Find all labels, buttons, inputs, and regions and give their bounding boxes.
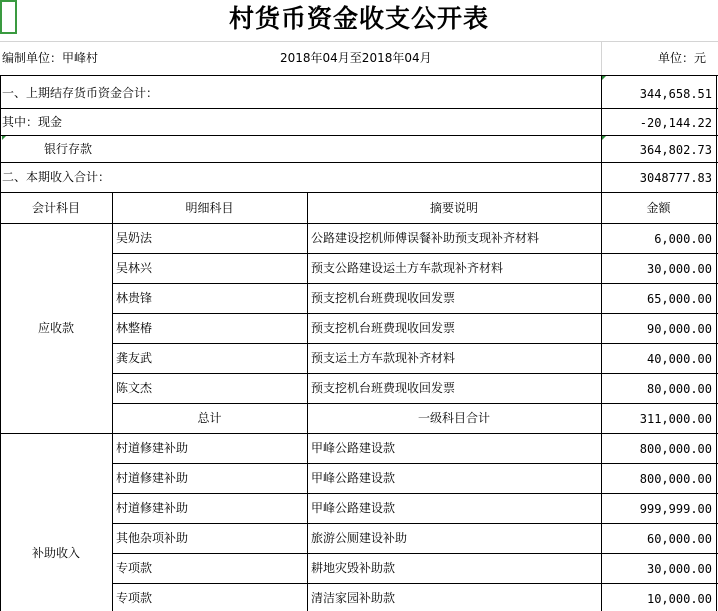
- row-divider: [112, 463, 718, 464]
- amount-cell: 80,000.00: [646, 382, 712, 396]
- cell-marker: [602, 136, 606, 140]
- gridline: [601, 41, 602, 75]
- summary-value: -20,144.22: [639, 116, 712, 130]
- row-divider: [0, 162, 718, 163]
- column-header-amount: 金额: [646, 201, 671, 215]
- detail-cell: 吴奶法: [116, 231, 153, 245]
- description-cell: 甲峰公路建设款: [311, 471, 396, 485]
- col-divider: [112, 192, 113, 611]
- detail-cell: 专项款: [116, 561, 153, 575]
- detail-cell: 专项款: [116, 591, 153, 605]
- row-divider: [112, 523, 718, 524]
- description-cell: 甲峰公路建设款: [311, 441, 396, 455]
- detail-cell: 村道修建补助: [116, 501, 189, 515]
- amount-cell: 60,000.00: [646, 532, 712, 546]
- row-divider: [112, 373, 718, 374]
- description-cell: 旅游公厕建设补助: [311, 531, 408, 545]
- account-name: 应收款: [37, 321, 74, 335]
- total-label: 总计: [197, 411, 222, 425]
- column-header-detail: 明细科目: [185, 201, 234, 215]
- amount-cell: 6,000.00: [654, 232, 712, 246]
- detail-cell: 吴林兴: [116, 261, 153, 275]
- row-divider: [112, 343, 718, 344]
- table-border-top: [0, 75, 718, 76]
- detail-cell: 林贵锋: [116, 291, 153, 305]
- org-unit-label: 编制单位：甲峰村: [2, 51, 99, 65]
- detail-cell: 龚友武: [116, 351, 153, 365]
- row-divider: [0, 223, 718, 224]
- detail-cell: 林整椿: [116, 321, 153, 335]
- amount-cell: 999,999.00: [639, 502, 712, 516]
- col-divider: [601, 75, 602, 611]
- amount-cell: 30,000.00: [646, 262, 712, 276]
- currency-unit-label: 单位：元: [658, 51, 707, 65]
- period-label: 2018年04月至2018年04月: [280, 51, 432, 65]
- column-header-description: 摘要说明: [429, 201, 478, 215]
- row-divider: [0, 433, 718, 434]
- column-header-account: 会计科目: [31, 201, 80, 215]
- table-border-left: [0, 75, 1, 611]
- row-divider: [112, 313, 718, 314]
- amount-cell: 800,000.00: [639, 442, 712, 456]
- description-cell: 预支挖机台班费现收回发票: [311, 291, 456, 305]
- amount-cell: 10,000.00: [646, 592, 712, 606]
- description-cell: 预支挖机台班费现收回发票: [311, 321, 456, 335]
- row-divider: [112, 253, 718, 254]
- row-divider: [112, 493, 718, 494]
- amount-cell: 65,000.00: [646, 292, 712, 306]
- detail-cell: 其他杂项补助: [116, 531, 189, 545]
- cell-marker: [2, 136, 6, 140]
- summary-label: 其中：现金: [2, 115, 63, 129]
- account-name: 补助收入: [31, 546, 80, 560]
- summary-label: 二、本期收入合计：: [2, 170, 111, 184]
- summary-label: 一、上期结存货币资金合计：: [2, 86, 159, 100]
- amount-cell: 40,000.00: [646, 352, 712, 366]
- summary-value: 364,802.73: [639, 143, 712, 157]
- detail-cell: 村道修建补助: [116, 471, 189, 485]
- description-cell: 公路建设挖机师傅误餐补助预支现补齐材料: [311, 231, 540, 245]
- row-divider: [0, 135, 718, 136]
- summary-value: 344,658.51: [639, 87, 712, 101]
- detail-cell: 陈文杰: [116, 381, 153, 395]
- amount-cell: 30,000.00: [646, 562, 712, 576]
- row-divider: [112, 283, 718, 284]
- row-divider: [0, 192, 718, 193]
- amount-cell: 800,000.00: [639, 472, 712, 486]
- gridline: [0, 41, 718, 42]
- description-cell: 预支公路建设运土方车款现补齐材料: [311, 261, 504, 275]
- total-description: 一级科目合计: [417, 411, 490, 425]
- row-divider: [112, 553, 718, 554]
- row-divider: [112, 583, 718, 584]
- description-cell: 预支挖机台班费现收回发票: [311, 381, 456, 395]
- col-divider: [307, 192, 308, 611]
- total-amount: 311,000.00: [639, 412, 712, 426]
- row-divider: [0, 108, 718, 109]
- description-cell: 耕地灾毁补助款: [311, 561, 396, 575]
- table-border-right: [716, 75, 717, 611]
- summary-label: 银行存款: [44, 142, 93, 156]
- description-cell: 清洁家园补助款: [311, 591, 396, 605]
- cell-marker: [602, 76, 606, 80]
- amount-cell: 90,000.00: [646, 322, 712, 336]
- description-cell: 甲峰公路建设款: [311, 501, 396, 515]
- page-title: 村货币资金收支公开表: [228, 4, 489, 33]
- description-cell: 预支运土方车款现补齐材料: [311, 351, 456, 365]
- detail-cell: 村道修建补助: [116, 441, 189, 455]
- summary-value: 3048777.83: [639, 171, 712, 185]
- row-divider: [112, 403, 718, 404]
